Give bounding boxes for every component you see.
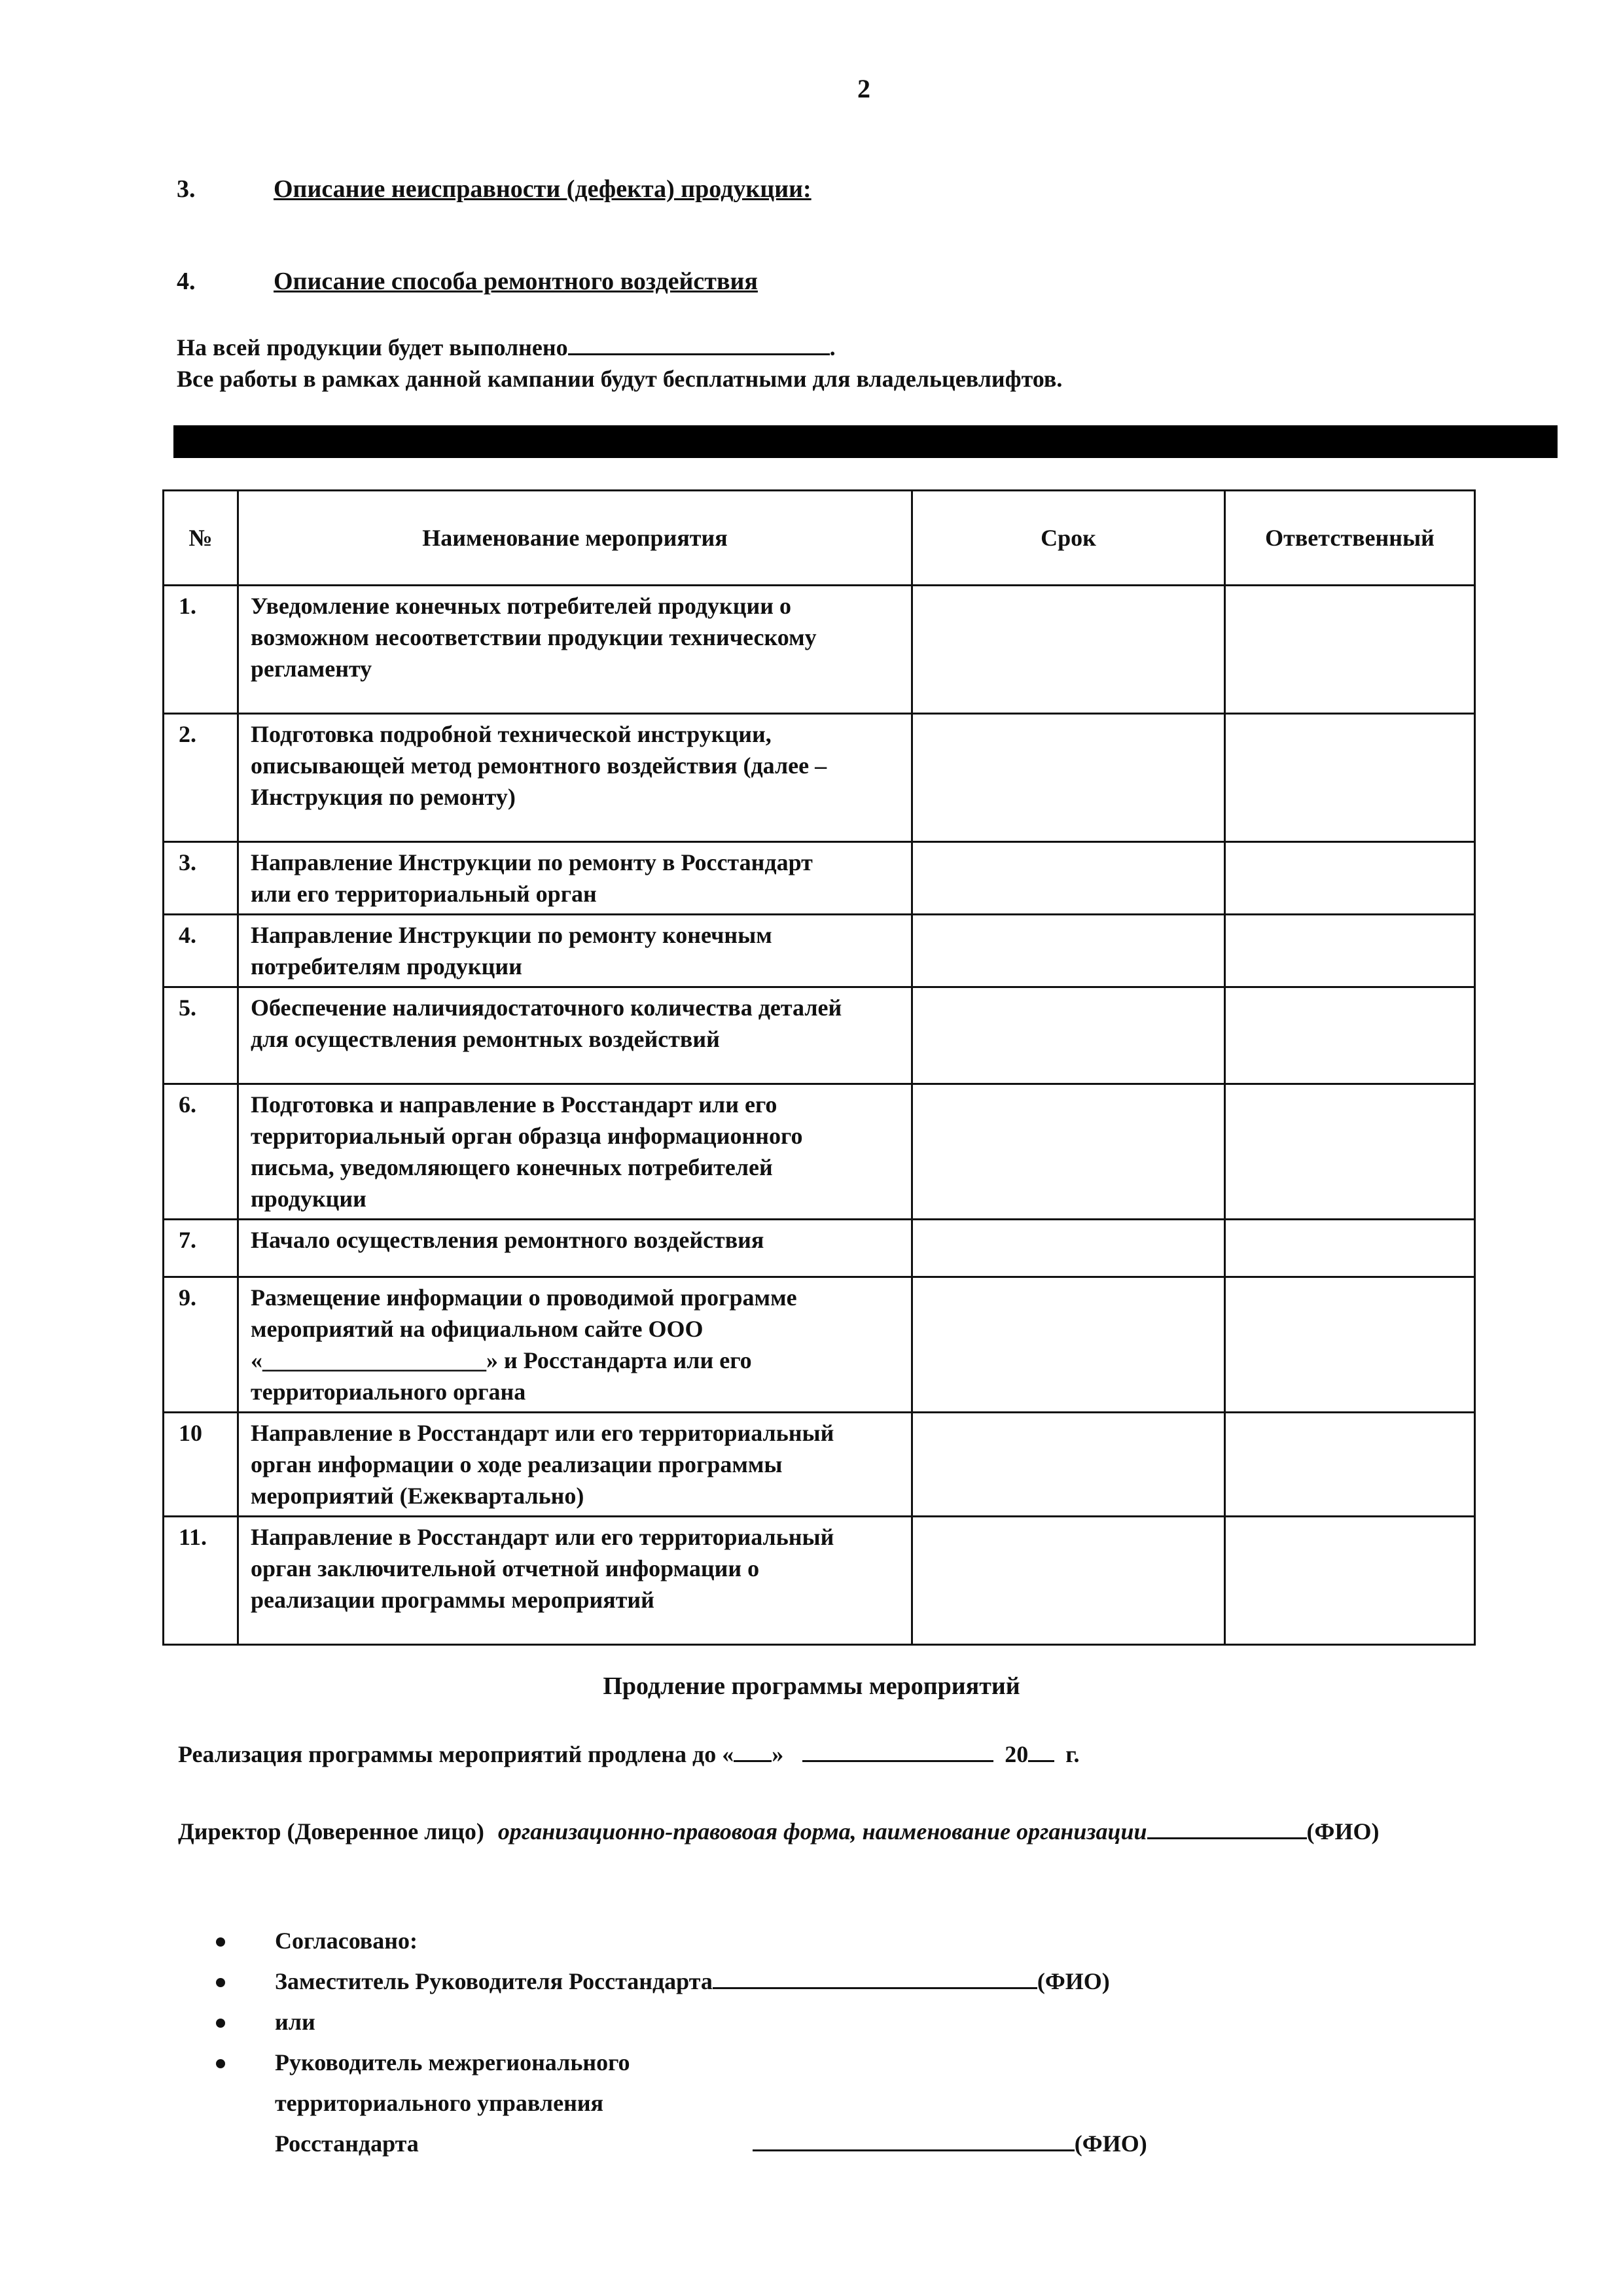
row-deadline-cell[interactable] xyxy=(912,1517,1225,1645)
row-deadline-cell[interactable] xyxy=(912,714,1225,842)
row-responsible-cell[interactable] xyxy=(1225,714,1475,842)
page-number: 2 xyxy=(857,74,870,103)
row-line: Направление Инструкции по ремонту конечным xyxy=(251,922,772,948)
row-line: мероприятий на официальном сайте ООО xyxy=(251,1316,704,1342)
section-3-title: Описание неисправности (дефекта) продукции: xyxy=(274,175,812,203)
row-line: мероприятий (Ежеквартально) xyxy=(251,1483,584,1509)
director-org: организационно-правовоая форма, наименование организации xyxy=(497,1818,1147,1845)
bullet-icon xyxy=(216,2019,225,2028)
director-label: Директор (Доверенное лицо) xyxy=(178,1818,484,1845)
row-name xyxy=(238,842,912,915)
row-line: Направление Инструкции по ремонту в Росстандарт xyxy=(251,849,813,875)
row-num: 7. xyxy=(164,1220,238,1277)
list-item xyxy=(223,1920,1147,1961)
list-item xyxy=(223,1961,1147,2002)
row-num: 6. xyxy=(164,1084,238,1220)
approval-head-line-2: территориального управления xyxy=(275,2090,604,2116)
row-line: письма, уведомляющего конечных потребителей xyxy=(251,1154,773,1180)
row-deadline-cell[interactable] xyxy=(912,1277,1225,1413)
list-item xyxy=(223,2083,1147,2123)
list-item xyxy=(223,2002,1147,2042)
row-name xyxy=(238,987,912,1084)
list-item xyxy=(223,2123,1147,2164)
row-line: Инструкция по ремонту) xyxy=(251,784,516,810)
approval-deputy-line xyxy=(275,1961,1147,2002)
row-name xyxy=(238,1413,912,1517)
row-deadline-cell[interactable] xyxy=(912,1084,1225,1220)
row-line: территориальный орган образца информационного xyxy=(251,1123,803,1149)
row-num: 9. xyxy=(164,1277,238,1413)
extension-title: Продление программы мероприятий xyxy=(603,1672,1020,1700)
row-line: для осуществления ремонтных воздействий xyxy=(251,1026,720,1052)
row-line: Уведомление конечных потребителей продукции о xyxy=(251,593,791,619)
deputy-fio: (ФИО) xyxy=(1037,1968,1110,1994)
row-line: продукции xyxy=(251,1186,366,1212)
header-deadline: Срок xyxy=(912,491,1225,586)
row-deadline-cell[interactable] xyxy=(912,1220,1225,1277)
row-line: орган заключительной отчетной информации о xyxy=(251,1555,760,1581)
table-row xyxy=(164,1277,1475,1413)
approval-agreed: Согласовано: xyxy=(275,1928,418,1954)
row-line: территориального органа xyxy=(251,1379,526,1405)
deputy-blank[interactable] xyxy=(713,1987,1037,1989)
row-deadline-cell[interactable] xyxy=(912,1413,1225,1517)
row-line: Подготовка подробной технической инструкции, xyxy=(251,721,772,747)
row-line: реализации программы мероприятий xyxy=(251,1587,654,1613)
row-responsible-cell[interactable] xyxy=(1225,987,1475,1084)
table-row xyxy=(164,586,1475,714)
row-name xyxy=(238,714,912,842)
bullet-icon xyxy=(216,2059,225,2068)
row-line: потребителям продукции xyxy=(251,953,522,980)
extension-line-mid: » xyxy=(772,1741,784,1767)
row-num: 5. xyxy=(164,987,238,1084)
header-num: № xyxy=(164,491,238,586)
row-line: регламенту xyxy=(251,656,372,682)
section-4-number: 4. xyxy=(177,268,196,295)
extension-line-start: Реализация программы мероприятий продлена до « xyxy=(178,1741,734,1767)
row-line: «___________________» и Росстандарта или его xyxy=(251,1347,752,1373)
table-row xyxy=(164,915,1475,987)
month-blank[interactable] xyxy=(802,1760,993,1762)
director-line xyxy=(178,1818,1379,1845)
row-line: Обеспечение наличиядостаточного количества деталей xyxy=(251,995,842,1021)
bullet-icon xyxy=(216,1937,225,1947)
approval-head-line-3 xyxy=(275,2123,1147,2164)
table-row xyxy=(164,714,1475,842)
bullet-icon xyxy=(216,1978,225,1987)
row-num: 2. xyxy=(164,714,238,842)
row-line: Размещение информации о проводимой программе xyxy=(251,1284,797,1311)
row-responsible-cell[interactable] xyxy=(1225,1084,1475,1220)
director-blank[interactable] xyxy=(1147,1837,1307,1839)
row-deadline-cell[interactable] xyxy=(912,842,1225,915)
redaction-bar xyxy=(173,425,1558,458)
director-fio: (ФИО) xyxy=(1306,1818,1380,1845)
row-responsible-cell[interactable] xyxy=(1225,1517,1475,1645)
row-line: Подготовка и направление в Росстандарт или его xyxy=(251,1091,777,1118)
list-item xyxy=(223,2042,1147,2083)
approval-list xyxy=(223,1920,1147,2164)
row-line: описывающей метод ремонтного воздействия (далее – xyxy=(251,752,827,779)
work-line-end: . xyxy=(829,334,836,361)
table-row xyxy=(164,987,1475,1084)
approval-head-line-1: Руководитель межрегионального xyxy=(275,2049,630,2075)
work-blank[interactable] xyxy=(568,353,830,355)
row-line: Начало осуществления ремонтного воздействия xyxy=(251,1227,764,1253)
row-responsible-cell[interactable] xyxy=(1225,586,1475,714)
head-blank[interactable] xyxy=(753,2149,1075,2151)
section-3-number: 3. xyxy=(177,175,196,203)
row-responsible-cell[interactable] xyxy=(1225,1220,1475,1277)
row-name xyxy=(238,1277,912,1413)
row-deadline-cell[interactable] xyxy=(912,987,1225,1084)
row-name xyxy=(238,1220,912,1277)
actions-table xyxy=(162,489,1476,1646)
row-line: Направление в Росстандарт или его территориальный xyxy=(251,1524,834,1550)
table-row xyxy=(164,1084,1475,1220)
row-line: орган информации о ходе реализации программы xyxy=(251,1451,783,1477)
head-fio: (ФИО) xyxy=(1074,2130,1147,2157)
row-name xyxy=(238,915,912,987)
approval-or: или xyxy=(275,2009,315,2035)
year-prefix: 20 xyxy=(1005,1741,1029,1767)
work-line-text: На всей продукции будет выполнено xyxy=(177,334,568,361)
table-row xyxy=(164,1413,1475,1517)
row-responsible-cell[interactable] xyxy=(1225,842,1475,915)
row-num: 10 xyxy=(164,1413,238,1517)
approval-head-rosstandart: Росстандарта xyxy=(275,2130,419,2157)
row-num: 11. xyxy=(164,1517,238,1645)
section-4-title: Описание способа ремонтного воздействия xyxy=(274,268,758,295)
table-row xyxy=(164,1517,1475,1645)
header-responsible: Ответственный xyxy=(1225,491,1475,586)
row-responsible-cell[interactable] xyxy=(1225,1277,1475,1413)
approval-deputy: Заместитель Руководителя Росстандарта xyxy=(275,1968,713,1994)
row-num: 4. xyxy=(164,915,238,987)
row-responsible-cell[interactable] xyxy=(1225,915,1475,987)
row-line: Направление в Росстандарт или его территориальный xyxy=(251,1420,834,1446)
row-responsible-cell[interactable] xyxy=(1225,1413,1475,1517)
day-blank[interactable] xyxy=(734,1760,772,1762)
row-name xyxy=(238,1084,912,1220)
row-line: или его территориальный орган xyxy=(251,881,597,907)
year-suffix: г. xyxy=(1065,1741,1080,1767)
table-row xyxy=(164,842,1475,915)
extension-line xyxy=(178,1740,1080,1768)
row-name xyxy=(238,586,912,714)
row-num: 3. xyxy=(164,842,238,915)
header-name: Наименование мероприятия xyxy=(238,491,912,586)
year-blank[interactable] xyxy=(1028,1760,1054,1762)
table-row xyxy=(164,1220,1475,1277)
row-num: 1. xyxy=(164,586,238,714)
row-deadline-cell[interactable] xyxy=(912,586,1225,714)
table-header-row xyxy=(164,491,1475,586)
row-line: возможном несоответствии продукции техническому xyxy=(251,624,817,650)
free-work-line: Все работы в рамках данной кампании будут бесплатными для владельцевлифтов. xyxy=(177,366,1063,392)
row-deadline-cell[interactable] xyxy=(912,915,1225,987)
work-line xyxy=(177,334,836,361)
row-name xyxy=(238,1517,912,1645)
